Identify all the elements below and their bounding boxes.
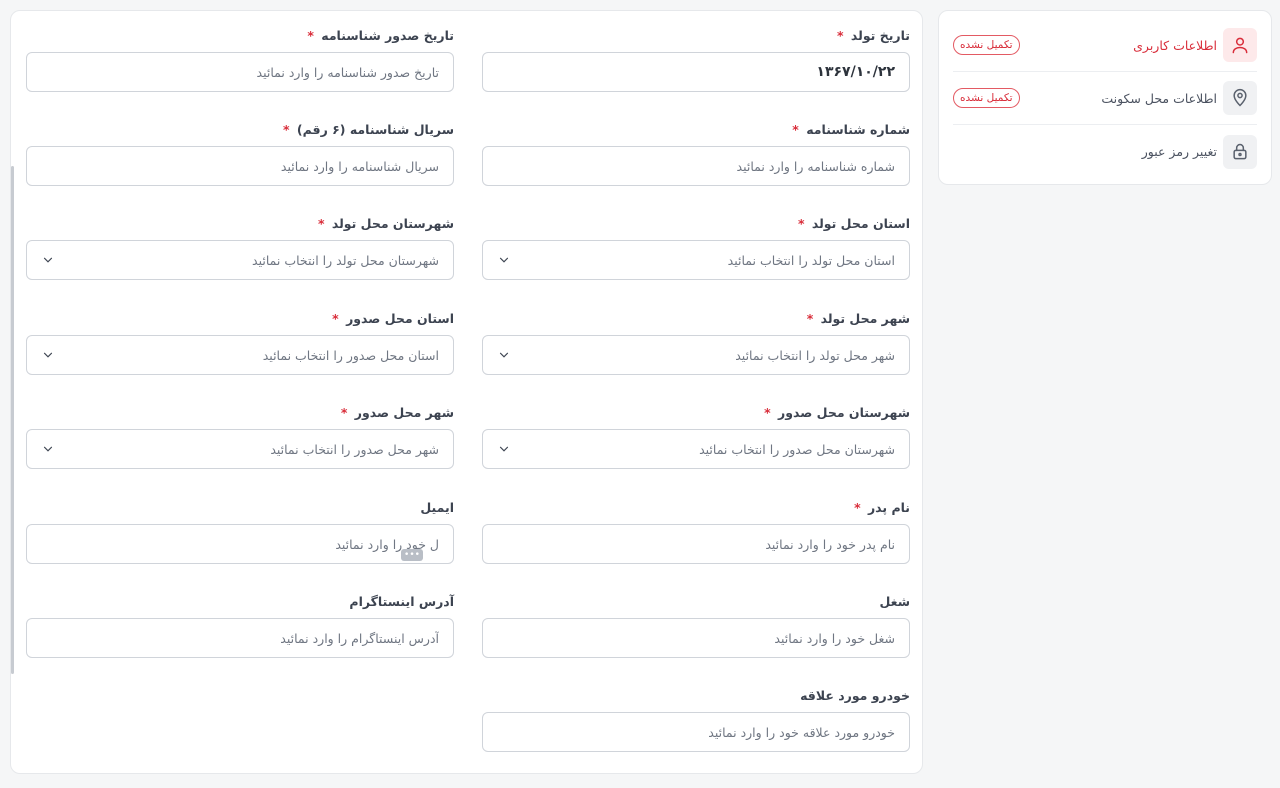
birth-province-select[interactable]: استان محل تولد را انتخاب نمائید: [482, 240, 910, 280]
favorite-car-input[interactable]: [497, 713, 895, 751]
birth-county-select[interactable]: شهرستان محل تولد را انتخاب نمائید: [26, 240, 454, 280]
id-issue-date-input[interactable]: [41, 53, 439, 91]
location-pin-icon: [1223, 81, 1257, 115]
instagram-input[interactable]: [41, 619, 439, 657]
sidebar-item-residence-info[interactable]: [953, 72, 1257, 125]
id-number-field: شماره شناسنامه * شماره شناسنامه را وارد نمائید: [482, 120, 910, 186]
issue-city-field: شهر محل صدور * شهر محل صدور را انتخاب نمائید: [26, 403, 454, 469]
lock-icon: [1223, 135, 1257, 169]
id-serial-field: سریال شناسنامه (۶ رقم) * سریال شناسنامه را وارد نمائید: [26, 120, 454, 186]
email-input[interactable]: [41, 525, 439, 563]
chevron-down-icon: [41, 348, 55, 362]
sidebar-item-label: اطلاعات محل سکونت: [1101, 90, 1217, 106]
birth-city-select[interactable]: شهر محل تولد را انتخاب نمائید: [482, 335, 910, 375]
personal-info-form: [10, 10, 923, 774]
sidebar-item-label: اطلاعات کاربری: [1133, 37, 1217, 53]
sidebar-item-change-password[interactable]: [953, 125, 1257, 178]
user-icon: [1223, 28, 1257, 62]
birth-date-input[interactable]: [497, 53, 895, 91]
scrollbar[interactable]: [11, 166, 14, 674]
issue-province-select[interactable]: استان محل صدور را انتخاب نمائید: [26, 335, 454, 375]
more-icon[interactable]: •••: [401, 549, 423, 561]
sidebar-item-user-info[interactable]: [953, 19, 1257, 72]
issue-province-field: استان محل صدور * استان محل صدور را انتخاب نمائید: [26, 309, 454, 375]
birth-date-field: تاریخ تولد * ۱۳۶۷/۱۰/۲۲: [482, 26, 910, 92]
email-field: ایمیل ل خود را وارد نمائید: [26, 498, 454, 564]
profile-sidebar: [938, 10, 1272, 185]
chevron-down-icon: [41, 253, 55, 267]
issue-county-select[interactable]: شهرستان محل صدور را انتخاب نمائید: [482, 429, 910, 469]
chevron-down-icon: [497, 442, 511, 456]
father-name-field: نام پدر * نام پدر خود را وارد نمائید: [482, 498, 910, 564]
job-input[interactable]: [497, 619, 895, 657]
issue-county-field: شهرستان محل صدور * شهرستان محل صدور را انتخاب نمائید: [482, 403, 910, 469]
status-badge: تکمیل نشده: [953, 35, 1020, 55]
id-serial-input[interactable]: [41, 147, 439, 185]
birth-province-field: استان محل تولد * استان محل تولد را انتخاب نمائید: [482, 214, 910, 280]
chevron-down-icon: [41, 442, 55, 456]
father-name-input[interactable]: [497, 525, 895, 563]
issue-city-select[interactable]: شهر محل صدور را انتخاب نمائید: [26, 429, 454, 469]
birth-county-field: شهرستان محل تولد * شهرستان محل تولد را انتخاب نمائید: [26, 214, 454, 280]
favorite-car-field: خودرو مورد علاقه خودرو مورد علاقه خود را وارد نمائید: [482, 686, 910, 752]
instagram-field: آدرس اینستاگرام آدرس اینستاگرام را وارد نمائید: [26, 592, 454, 658]
sidebar-item-label: تغییر رمز عبور: [1141, 144, 1217, 159]
id-number-input[interactable]: [497, 147, 895, 185]
birth-city-field: شهر محل تولد * شهر محل تولد را انتخاب نمائید: [482, 309, 910, 375]
status-badge: تکمیل نشده: [953, 88, 1020, 108]
chevron-down-icon: [497, 253, 511, 267]
job-field: شغل شغل خود را وارد نمائید: [482, 592, 910, 658]
id-issue-date-field: تاریخ صدور شناسنامه * تاریخ صدور شناسنامه را وارد نمائید: [26, 26, 454, 92]
chevron-down-icon: [497, 348, 511, 362]
